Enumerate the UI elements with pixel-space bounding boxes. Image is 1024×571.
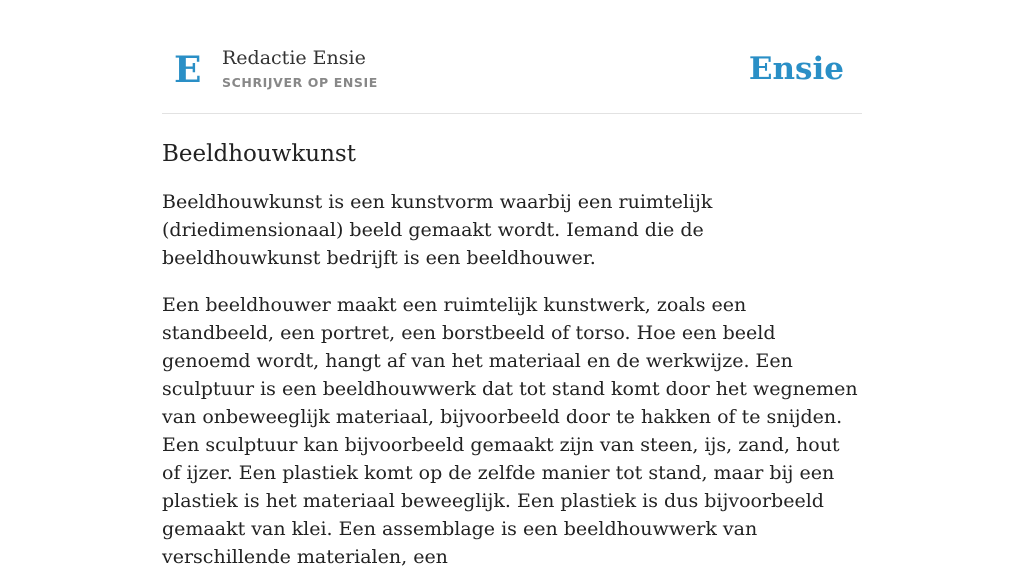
author-avatar-logo[interactable]: E — [174, 49, 202, 91]
brand-logo[interactable]: Ensie — [748, 51, 844, 87]
page-header — [162, 0, 862, 114]
article-paragraph: Beeldhouwkunst is een kunstvorm waarbij een ruimtelijk (driedimensionaal) beeld gemaakt wordt. Iemand die de beeldhouwkunst bedrijft is een beeldhouwer. — [162, 191, 713, 269]
article-body — [162, 188, 862, 571]
content-container — [162, 0, 862, 571]
author-name[interactable]: Redactie Ensie — [222, 47, 366, 69]
article-title: Beeldhouwkunst — [162, 141, 356, 167]
author-role: SCHRIJVER OP ENSIE — [222, 75, 378, 90]
article-paragraph: Een beeldhouwer maakt een ruimtelijk kunstwerk, zoals een standbeeld, een portret, een borstbeeld of torso. Hoe een beeld genoemd wordt, hangt af van het materiaal en de werkwijze. Een sculptuur is een beeldhouwwerk dat tot stand komt door het wegnemen van onbeweeglijk materiaal, bijvoorbeeld door te hakken of te snijden. Een sculptuur kan bijvoorbeeld gemaakt zijn van steen, ijs, zand, hout of ijzer. Een plastiek komt op de zelfde manier tot stand, maar bij een plastiek is het materiaal beweeglijk. Een plastiek is dus bijvoorbeeld gemaakt van klei. Een assemblage is een beeldhouwwerk van verschillende materialen, een — [162, 294, 858, 568]
